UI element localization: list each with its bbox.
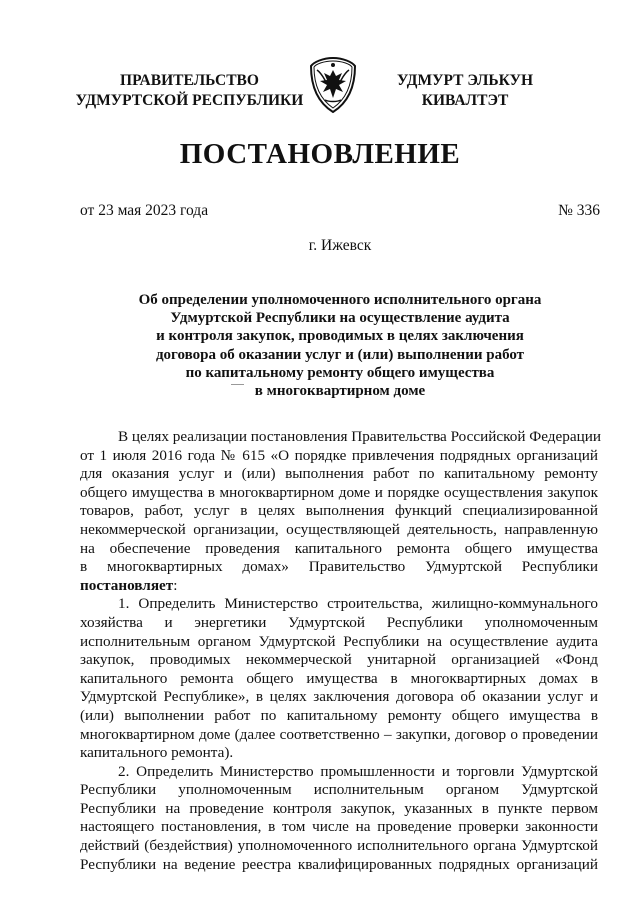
resolution-verb: постановляет (80, 576, 174, 594)
body-line: на обеспечение проведения капитального ремонта общего имущества (80, 539, 598, 557)
document-number: № 336 (558, 202, 600, 219)
body-line: товаров, работ, услуг в целях выполнения функций специализированной (80, 502, 598, 520)
body-line (80, 577, 598, 596)
body-line: в многоквартирных домах» Правительство Удмуртской Республики (80, 558, 598, 576)
issuer-line: КИВАЛТЭТ (421, 92, 509, 109)
issuer-name-udmurt (375, 71, 555, 111)
title-line: Удмуртской Республики на осуществление аудита (170, 310, 510, 327)
body-line: Удмуртской Республике», в целях заключения договора об оказании услуг и (80, 688, 598, 706)
body-line: Республики на проведение контроля закупок, указанных в пункте первом (80, 799, 598, 817)
issuer-name-russian (62, 71, 317, 111)
body-line: капитального ремонта общего имущества в многоквартирных домах в (80, 669, 598, 687)
body-line: от 1 июля 2016 года № 615 «О порядке привлечения подрядных организаций (80, 446, 598, 464)
body-line: В целях реализации постановления Правительства Российской Федерации (118, 428, 601, 445)
body-line: (или) выполнении работ по капитальному ремонту общего имущества в (80, 706, 598, 724)
body-line: хозяйства и энергетики Удмуртской Республики уполномоченным (80, 613, 598, 631)
body-line: исполнительным органом Удмуртской Республики на осуществление аудита (80, 632, 598, 650)
document-type-heading: ПОСТАНОВЛЕНИЕ (179, 138, 461, 170)
resolution-colon: : (173, 576, 178, 594)
preamble-paragraph (80, 428, 601, 595)
body-line: Республики на ведение реестра квалифицированных подрядных организаций (80, 855, 598, 873)
body-line: действий (бездействия) уполномоченного исполнительного органа Удмуртской (80, 837, 598, 855)
body-line: 1. Определить Министерство строительства, жилищно-коммунального (118, 595, 598, 613)
title-line: в многоквартирном доме (254, 383, 426, 400)
title-line: и контроля закупок, проводимых в целях заключения (156, 328, 524, 345)
document-title (100, 291, 580, 400)
body-line: закупок, проводимых некоммерческой унитарной организацией «Фонд (80, 651, 598, 669)
body-line: Республики уполномоченным исполнительным органом Удмуртской (80, 781, 598, 799)
document-body (80, 428, 601, 874)
body-line: настоящего постановления, в том числе на проведение проверки законности (80, 818, 598, 836)
body-line: общего имущества в многоквартирном доме и порядке осуществления закупок (80, 483, 598, 501)
coat-of-arms-icon (309, 56, 357, 114)
item-2-paragraph (80, 763, 598, 875)
scan-artifact (231, 384, 244, 385)
issuer-line: ПРАВИТЕЛЬСТВО (120, 72, 259, 89)
title-line: по капитальному ремонту общего имущества (185, 364, 495, 381)
document-city: г. Ижевск (308, 237, 372, 254)
issuer-line: УДМУРТСКОЙ РЕСПУБЛИКИ (75, 92, 304, 109)
item-1-paragraph (80, 595, 598, 762)
body-line: для оказания услуг и (или) выполнения работ по капитальному ремонту (80, 465, 598, 483)
title-line: договора об оказании услуг и (или) выполнении работ (155, 346, 525, 363)
title-line: Об определении уполномоченного исполнительного органа (138, 292, 542, 308)
issuer-line: УДМУРТ ЭЛЬКУН (396, 72, 534, 89)
body-line: капитального ремонта). (80, 744, 234, 762)
document-date: от 23 мая 2023 года (80, 202, 209, 219)
body-line: многоквартирном доме (далее соответственно – закупки, договор о проведении (80, 725, 598, 743)
body-line: 2. Определить Министерство промышленности и торговли Удмуртской (118, 762, 598, 780)
body-line: некоммерческой организации, осуществляющей деятельность, направленную (80, 520, 598, 538)
